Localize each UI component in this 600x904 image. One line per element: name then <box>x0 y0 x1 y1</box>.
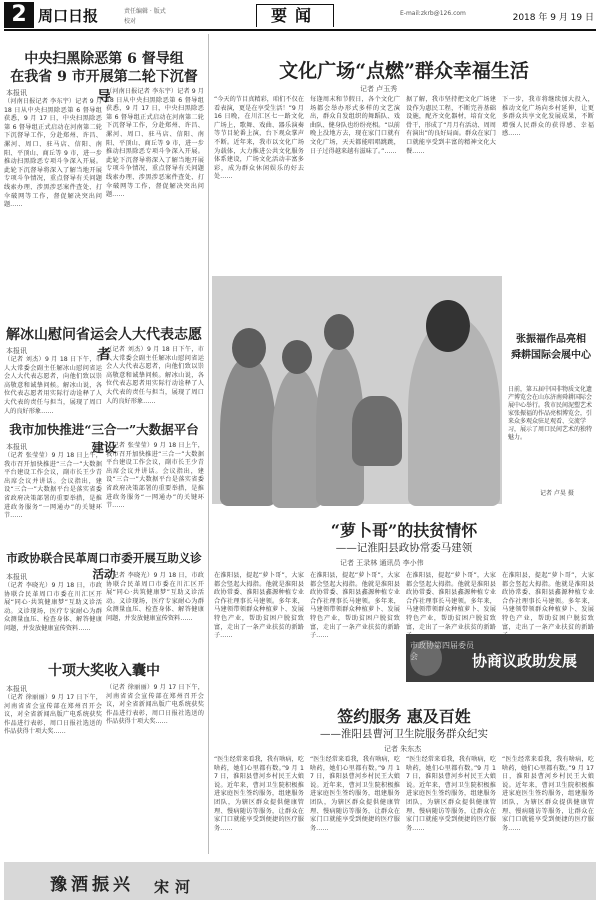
a5-headline: 十项大奖收入囊中 <box>48 663 160 679</box>
photo1-credit: 记者 卢昊 摄 <box>540 490 574 497</box>
a1-headline-2: 在我省 9 市开展第二轮下沉督导 <box>10 69 198 105</box>
a3-headline: 我市加快推进“三合一”大数据平台建设 <box>9 422 199 455</box>
a4-body-col1: （记者 李晓光）9 月 18 日，市政协联合民革周口市委在川汇区开展“同心·共筑健康梦”互助义诊活动。义诊现场，医疗专家耐心为群众测量血压、检查身体、解答健康问题，并发放健康宣传资料…… <box>4 582 102 632</box>
a1-byline: 本报讯 <box>6 89 27 97</box>
column-divider <box>208 34 209 854</box>
a7-headline: 签约服务 惠及百姓 <box>337 707 471 726</box>
main-byline: 记者 卢玉秀 <box>360 85 398 93</box>
a3-body-col2: （记者 张莹莹）9 月 18 日上午，我市召开加快推进“三合一”大数据平台建设工作会议，副市长王少青出席会议并讲话。会议指出，建设“三合一”大数据平台是落实省委省政府决策部署的重要举措，是推进政务服务“一网通办”的关键环节…… <box>106 442 204 510</box>
main-body-col1: “今天的节目真精彩，咱们不仅在看表演，更是在享受生活！”9 月 16 日晚，在川汇区七一路文化广场上，歌舞、戏曲、器乐演奏等节目轮番上演，台下观众掌声不断。近年来，我市以文化广场为载体，大力推进公共文化服务体系建设，广场文化活动丰富多彩，成为群众休闲娱乐的好去处…… <box>214 96 304 181</box>
page-number: 2 <box>4 2 34 28</box>
a3-byline: 本报讯 <box>6 443 27 451</box>
a6-body-col1: 在淮阳县，提起“萝卜哥”，大家都会竖起大拇指。他就是淮阳县政协常委、淮阳县鑫源种植专业合作社理事长马建领。多年来，马建领带领群众种植萝卜、发展特色产业，帮助贫困户脱贫致富，走出了一条产业扶贫的新路子…… <box>214 572 304 640</box>
main-body-col4: 下一步，我市将继续加大投入，推动文化广场向乡村延伸，让更多群众共享文化发展成果，不断增强人民群众的获得感、幸福感…… <box>502 96 594 138</box>
a2-headline: 解冰山慰问省运会人大代表志愿者 <box>6 327 202 363</box>
exhibition-photo <box>212 276 502 504</box>
a2-byline: 本报讯 <box>6 347 27 355</box>
a4-body-col2: （记者 李晓光）9 月 18 日，市政协联合民革周口市委在川汇区开展“同心·共筑健康梦”互助义诊活动。义诊现场，医疗专家耐心为群众测量血压、检查身体、解答健康问题，并发放健康宣传资料…… <box>106 572 204 622</box>
issue-date: 2018 年 9 月 19 日 <box>512 13 594 23</box>
a6-subheadline: ——记淮阳县政协常委马建领 <box>335 542 473 554</box>
a6-body-col3: 在淮阳县，提起“萝卜哥”，大家都会竖起大拇指。他就是淮阳县政协常委、淮阳县鑫源种植专业合作社理事长马建领。多年来，马建领带领群众种植萝卜、发展特色产业，帮助贫困户脱贫致富，走出了一条产业扶贫的新路 <box>406 572 496 631</box>
a7-body-col2: “医生经常来看我，我有啥病，吃啥药，她们心里都有数。”9 月 17 日，淮阳县曹河乡村民王大娘说。近年来，曹河卫生院积极推进家庭医生签约服务，组建服务团队，为辖区群众提供健康管理、慢病随访等服务，让群众在家门口就能享受到便捷的医疗服务…… <box>310 756 400 832</box>
main-body-col3: 据了解，我市坚持把文化广场建设作为惠民工程，不断完善基础设施，配齐文化器材，培育文化骨干，形成了“月月有活动、周周有演出”的良好局面。群众在家门口就能享受到丰富的精神文化大餐…… <box>406 96 496 155</box>
a6-body-col4: 在淮阳县，提起“萝卜哥”，大家都会竖起大拇指。他就是淮阳县政协常委、淮阳县鑫源种植专业合作社理事长马建领。多年来，马建领带领群众种植萝卜、发展特色产业，帮助贫困户脱贫致富，走出了一条产业扶贫的新路 <box>502 572 594 631</box>
promo-subtitle: 市政协第四届委员会 <box>410 641 474 661</box>
masthead-rule <box>4 29 596 31</box>
a1-body-col2: （河南日报记者 李东宇）记者 9 月 18 日从中央扫黑除恶第 6 督导组获悉，9 月 17 日，中央扫黑除恶第 6 督导组正式启动在河南第二轮下沉督导工作，分赴郑州、许昌、漯河、周口、驻马店、信阳、南阳、平顶山、商丘等 9 市，进一步推动扫黑除恶专项斗争深入开展。此轮下沉督导将深入了解当地开展专项斗争情况，重点督导有关问题线索办理、涉黑涉恶案件查处、打伞破网等工作，督促解决突出问题…… <box>106 88 204 199</box>
a1-headline-1: 中央扫黑除恶第 6 督导组 <box>24 51 184 67</box>
section-title: 要闻 <box>256 4 334 27</box>
main-body-col2: 每逢周末和节假日，各个文化广场都会举办形式多样的文艺演出，群众自发组织的舞蹈队、戏曲队、健身队也纷纷亮相。“以前晚上没地方去，现在家门口就有文化广场，天天都能唱唱跳跳，日子过得越来越有滋味了。”…… <box>310 96 400 155</box>
footer-ad <box>4 862 596 900</box>
footer-slogan-1: 豫酒振兴 <box>50 875 134 895</box>
photo1-caption: 日前，第五届中国非物质文化遗产博览会在山东济南舜耕国际会展中心举行。我市民间泥塑艺术家张振福的作品亮相博览会，引来众多观众驻足观看、交流学习，展示了周口民间艺术的独特魅力。 <box>508 386 593 441</box>
a7-byline: 记者 朱东杰 <box>384 745 422 753</box>
promo-banner <box>406 634 594 682</box>
a2-body-col1: （记者 刘杰）9 月 18 日下午，市人大常委会副主任解冰山慰问省运会人大代表志愿者，向他们致以崇高敬意和诚挚问候。解冰山说，各位代表志愿者用实际行动诠释了人大代表的责任与担当，展现了周口人的良好形象…… <box>4 356 102 415</box>
a7-subheadline: ——淮阳县曹河卫生院服务群众纪实 <box>320 728 488 740</box>
main-headline: 文化广场“点燃”群众幸福生活 <box>279 60 529 82</box>
a4-headline: 市政协联合民革周口市委开展互助义诊活动 <box>6 551 202 581</box>
a6-body-col2: 在淮阳县，提起“萝卜哥”，大家都会竖起大拇指。他就是淮阳县政协常委、淮阳县鑫源种植专业合作社理事长马建领。多年来，马建领带领群众种植萝卜、发展特色产业，帮助贫困户脱贫致富，走出了一条产业扶贫的新路子…… <box>310 572 400 640</box>
a5-body-col1: （记者 徐丽丽）9 月 17 日下午，河南省省会宣传部在郑州召开会议，对全省新闻出版广电系统获奖作品进行表彰，周口日报社选送的作品获得十项大奖…… <box>4 694 102 736</box>
a1-body-col1: （河南日报记者 李东宇）记者 9 月 18 日从中央扫黑除恶第 6 督导组获悉，9 月 17 日，中央扫黑除恶第 6 督导组正式启动在河南第二轮下沉督导工作，分赴郑州、许昌、漯河、周口、驻马店、信阳、南阳、平顶山、商丘等 9 市，进一步推动扫黑除恶专项斗争深入开展。此轮下沉督导将深入了解当地开展专项斗争情况，重点督导有关问题线索办理、涉黑涉恶案件查处、打伞破网等工作，督促解决突出问题…… <box>4 98 102 209</box>
editor-line: 责任编辑 · 版式 <box>124 8 166 15</box>
a5-byline: 本报讯 <box>6 685 27 693</box>
email-line: E-mail:zkrb@126.com <box>400 10 466 17</box>
a2-body-col2: （记者 刘杰）9 月 18 日下午，市人大常委会副主任解冰山慰问省运会人大代表志愿者，向他们致以崇高敬意和诚挚问候。解冰山说，各位代表志愿者用实际行动诠释了人大代表的责任与担当，展现了周口人的良好形象…… <box>106 346 204 405</box>
a3-body-col1: （记者 张莹莹）9 月 18 日上午，我市召开加快推进“三合一”大数据平台建设工作会议，副市长王少青出席会议并讲话。会议指出，建设“三合一”大数据平台是落实省委省政府决策部署的重要举措，是推进政务服务“一网通办”的关键环节…… <box>4 452 102 520</box>
newspaper-name: 周口日报 <box>38 7 99 25</box>
a5-body-col2: （记者 徐丽丽）9 月 17 日下午，河南省省会宣传部在郑州召开会议，对全省新闻出版广电系统获奖作品进行表彰，周口日报社选送的作品获得十项大奖…… <box>106 684 204 726</box>
photo1-side-title-1: 张振福作品亮相 <box>516 334 586 345</box>
a7-body-col3: “医生经常来看我，我有啥病，吃啥药，她们心里都有数。”9 月 17 日，淮阳县曹河乡村民王大娘说。近年来，曹河卫生院积极推进家庭医生签约服务，组建服务团队，为辖区群众提供健康管理、慢病随访等服务，让群众在家门口就能享受到便捷的医疗服务…… <box>406 756 496 832</box>
proof-line: 校对 <box>124 18 137 25</box>
photo1-side-title-2: 舜耕国际会展中心 <box>511 350 591 361</box>
a6-headline: “萝卜哥”的扶贫情怀 <box>330 521 478 540</box>
promo-title: 协商议政助发展 <box>472 652 578 670</box>
a6-byline: 记者 王录林 通讯员 李小伟 <box>340 559 424 567</box>
a4-byline: 本报讯 <box>6 573 27 581</box>
a7-body-col4: “医生经常来看我，我有啥病，吃啥药，她们心里都有数。”9 月 17 日，淮阳县曹河乡村民王大娘说。近年来，曹河卫生院积极推进家庭医生签约服务，组建服务团队，为辖区群众提供健康管理、慢病随访等服务，让群众在家门口就能享受到便捷的医疗服务…… <box>502 756 594 832</box>
footer-slogan-2: 宋河 <box>154 878 197 896</box>
a7-body-col1: “医生经常来看我，我有啥病，吃啥药，她们心里都有数。”9 月 17 日，淮阳县曹河乡村民王大娘说。近年来，曹河卫生院积极推进家庭医生签约服务，组建服务团队，为辖区群众提供健康管理、慢病随访等服务，让群众在家门口就能享受到便捷的医疗服务…… <box>214 756 304 832</box>
